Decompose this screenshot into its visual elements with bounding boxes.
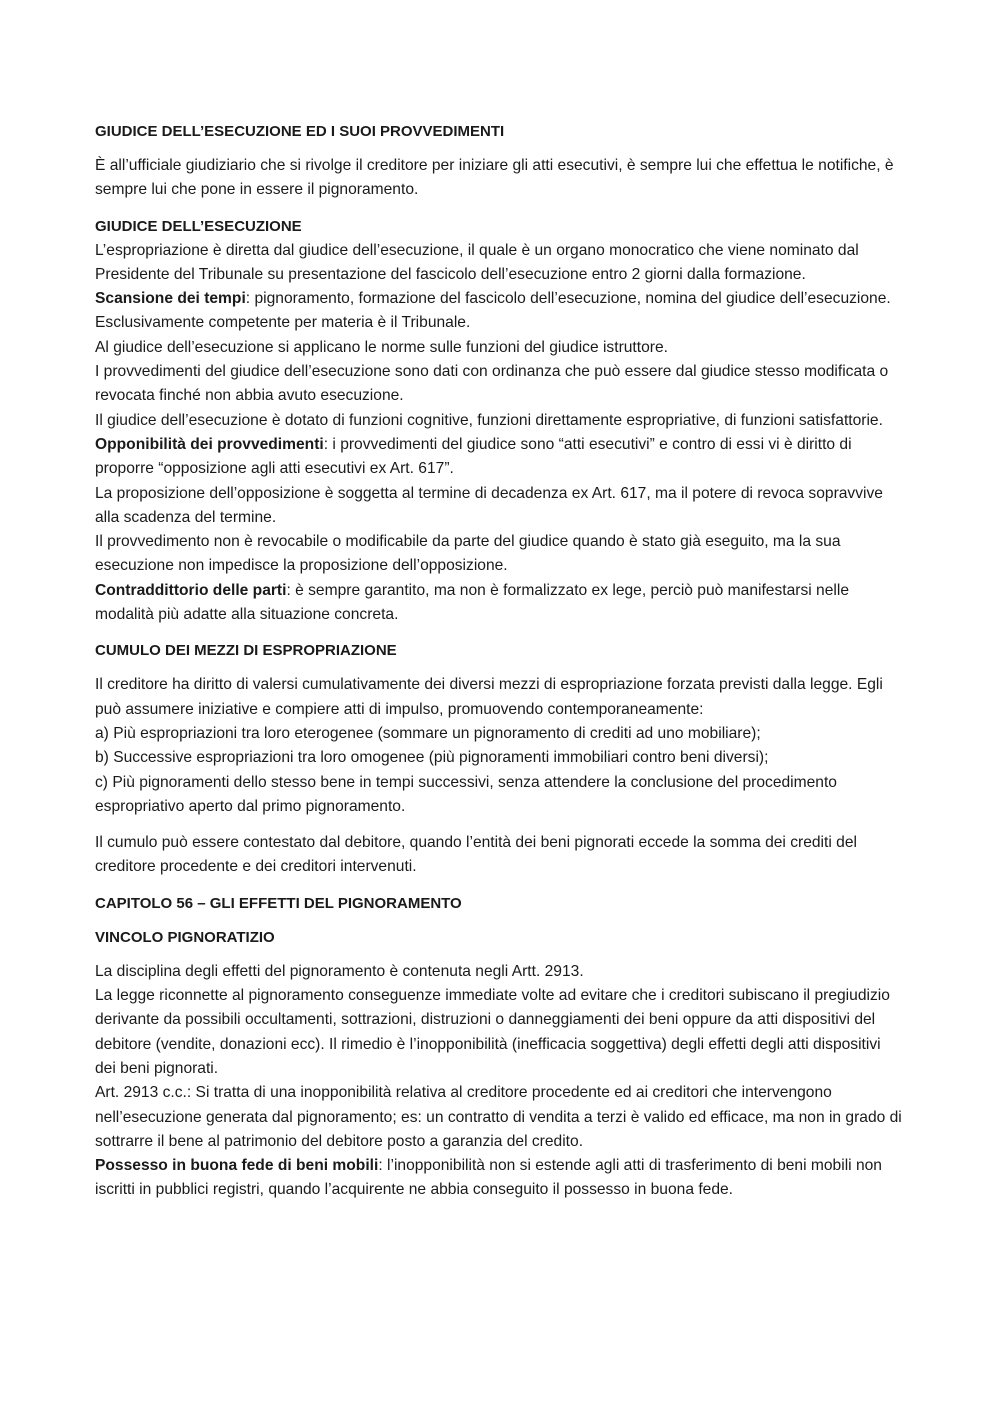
- paragraph: Il cumulo può essere contestato dal debitore, quando l’entità dei beni pignorati eccede la somma dei crediti del creditore procedente e dei creditori intervenuti.: [95, 834, 857, 876]
- paragraph: Il giudice dell’esecuzione è dotato di funzioni cognitive, funzioni direttamente espropriative, di funzioni satisfattorie.: [95, 411, 883, 429]
- paragraph-text: : l’inopponibilità non si estende agli atti di trasferimento di beni mobili non iscritti in pubblici registri, quando l’acquirente ne abbia conseguito il possesso in buona fede.: [95, 1157, 882, 1199]
- paragraph: Esclusivamente competente per materia è il Tribunale.: [95, 314, 471, 332]
- paragraph: Art. 2913 c.c.: Si tratta di una inopponibilità relativa al creditore procedente ed ai creditori che intervengono nell’esecuzione generata dal pignoramento; es: un contratto di vendita a terzi è valido ed efficace, ma non in grado di sottrarre il bene al patrimonio del debitore posto a garanzia del credito.: [95, 1084, 902, 1150]
- paragraph: Il provvedimento non è revocabile o modificabile da parte del giudice quando è stato già eseguito, ma la sua esecuzione non impedisce la proposizione dell’opposizione.: [95, 533, 841, 575]
- chapter-heading: CAPITOLO 56 – GLI EFFETTI DEL PIGNORAMENTO: [95, 894, 462, 912]
- list-item: c) Più pignoramenti dello stesso bene in tempi successivi, senza attendere la conclusione del procedimento espropriativo aperto dal primo pignoramento.: [95, 773, 837, 815]
- bold-term: Contraddittorio delle parti: [95, 581, 287, 599]
- paragraph-text: : è sempre garantito, ma non è formalizzato ex lege, perciò può manifestarsi nelle modalità più adatte alla situazione concreta.: [95, 581, 850, 624]
- paragraph: [95, 1154, 905, 1203]
- section-heading-cumulo: CUMULO DEI MEZZI DI ESPROPRIAZIONE: [95, 642, 397, 660]
- bold-term: Scansione dei tempi: [95, 290, 246, 308]
- paragraph: La disciplina degli effetti del pignoramento è contenuta negli Artt. 2913.: [95, 962, 584, 980]
- paragraph: L’espropriazione è diretta dal giudice dell’esecuzione, il quale è un organo monocratico che viene nominato dal Presidente del Tribunale su presentazione del fascicolo dell’esecuzione entro 2 giorni dalla formazione.: [95, 241, 859, 283]
- bold-term: Opponibilità dei provvedimenti: [95, 435, 324, 453]
- list-item: b) Successive espropriazioni tra loro omogenee (più pignoramenti immobiliari contro beni diversi);: [95, 749, 769, 767]
- section-heading-giudice: GIUDICE DELL’ESECUZIONE: [95, 217, 302, 235]
- paragraph: Il creditore ha diritto di valersi cumulativamente dei diversi mezzi di espropriazione forzata previsti dalla legge. Egli può assumere iniziative e compiere atti di impulso, promuovendo contemporaneamente:: [95, 676, 883, 718]
- paragraph: [95, 287, 905, 311]
- paragraph: [95, 579, 905, 628]
- section-body-giudice: [95, 239, 905, 628]
- section-body-cumulo: [95, 673, 905, 819]
- bold-term: Possesso in buona fede di beni mobili: [95, 1157, 379, 1175]
- paragraph: La proposizione dell’opposizione è soggetta al termine di decadenza ex Art. 617, ma il potere di revoca sopravvive alla scadenza del termine.: [95, 484, 883, 526]
- list-item: a) Più espropriazioni tra loro eterogenee (sommare un pignoramento di crediti ad uno mobiliare);: [95, 724, 761, 742]
- paragraph: È all’ufficiale giudiziario che si rivolge il creditore per iniziare gli atti esecutivi, è sempre lui che effettua le notifiche, è sempre lui che pone in essere il pignoramento.: [95, 157, 894, 199]
- section-body-intro: [95, 154, 905, 203]
- paragraph: La legge riconnette al pignoramento conseguenze immediate volte ad evitare che i creditori subiscano il pregiudizio derivante da possibili occultamenti, sottrazioni, distruzioni o danneggiamenti dei beni oppure da atti dispositivi del debitore (vendite, donazioni ecc). Il rimedio è l’inopponibilità (inefficacia soggettiva) degli effetti degli atti dispositivi dei beni pignorati.: [95, 987, 890, 1077]
- paragraph-text: : pignoramento, formazione del fascicolo dell’esecuzione, nomina del giudice dell’esecuzione.: [245, 290, 891, 308]
- section-heading-vincolo: VINCOLO PIGNORATIZIO: [95, 928, 275, 946]
- paragraph: I provvedimenti del giudice dell’esecuzione sono dati con ordinanza che può essere dal giudice stesso modificata o revocata finché non abbia avuto esecuzione.: [95, 363, 889, 405]
- paragraph: [95, 433, 905, 482]
- paragraph-text: : i provvedimenti del giudice sono “atti esecutivi” e contro di essi vi è diritto di proporre “opposizione agli atti esecutivi ex Art. 617”.: [95, 435, 852, 478]
- section-body-vincolo: [95, 960, 905, 1203]
- section-heading-giudice-provvedimenti: GIUDICE DELL’ESECUZIONE ED I SUOI PROVVEDIMENTI: [95, 123, 505, 140]
- section-body-cumulo-2: [95, 831, 905, 880]
- paragraph: Al giudice dell’esecuzione si applicano le norme sulle funzioni del giudice istruttore.: [95, 338, 668, 356]
